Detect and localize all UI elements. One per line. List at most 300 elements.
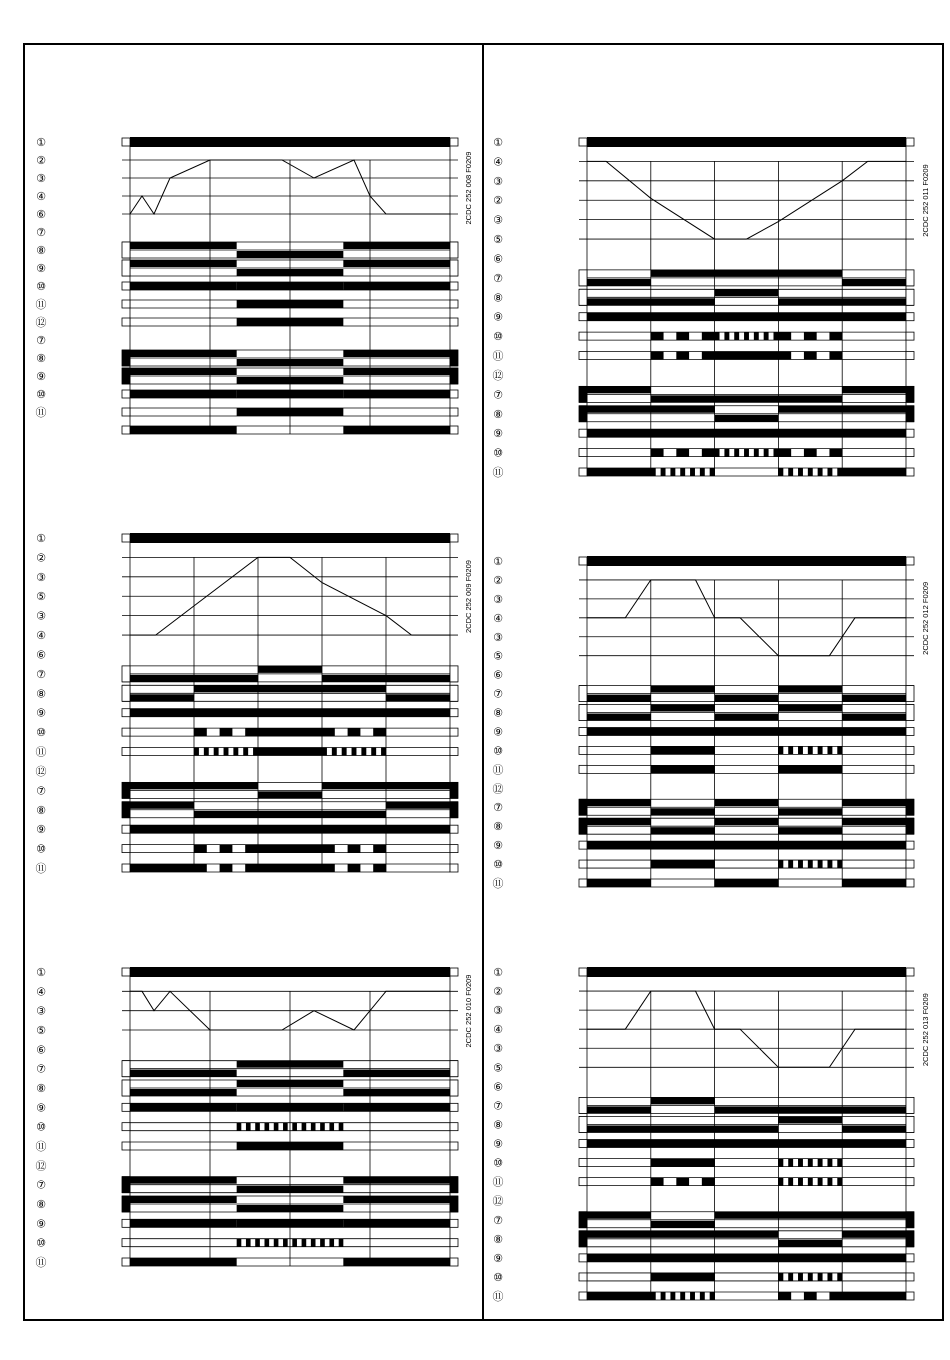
track-end-box [906, 746, 914, 754]
pulse-bar [804, 449, 817, 457]
contact-lower [651, 827, 715, 834]
track-end-box [450, 748, 458, 756]
supply-bar [130, 967, 450, 977]
pulse-bar [702, 332, 715, 340]
pulse-bar [778, 746, 783, 754]
on-bar [778, 313, 842, 321]
on-bar [343, 390, 450, 398]
pulse-bar [734, 449, 739, 457]
row-label: ⑨ [36, 1101, 46, 1115]
row-label: ⑪ [492, 349, 504, 363]
pulse-bar [311, 1239, 316, 1247]
row-label: ⑩ [36, 842, 46, 856]
contact-lower [842, 695, 906, 702]
pulse-bar [734, 332, 739, 340]
row-label: ⑤ [36, 590, 46, 604]
on-bar [587, 727, 651, 735]
contact-upper [715, 818, 779, 825]
row-label: ⑩ [493, 1156, 503, 1170]
track-end-box [122, 782, 130, 798]
pulse-bar [322, 864, 335, 872]
track-end-box [579, 332, 587, 340]
on-bar [651, 1140, 715, 1148]
on-bar [842, 841, 906, 849]
track-end-box [450, 1061, 458, 1077]
contact-upper [237, 1080, 344, 1087]
pulse-bar [700, 468, 705, 476]
track-end-box [579, 1116, 587, 1132]
pulse-bar [818, 1159, 823, 1167]
pulse-bar [245, 728, 258, 736]
track-end-box [579, 289, 587, 305]
contact-upper [842, 406, 906, 413]
track-end-box [122, 825, 130, 833]
track-end-box [122, 1196, 130, 1212]
row-label: ⑦ [493, 388, 503, 402]
track-end-box [450, 1103, 458, 1111]
pulse-bar [194, 845, 207, 853]
row-label: ⑪ [35, 1140, 47, 1153]
pulse-bar [829, 449, 842, 457]
row-label: ⑩ [493, 446, 503, 460]
pulse-bar [245, 845, 258, 853]
pulse-bar [220, 864, 233, 872]
row-label: ⑥ [36, 208, 46, 221]
contact-lower [715, 1125, 779, 1132]
contact-lower [715, 1106, 779, 1113]
on-bar [651, 860, 715, 868]
track-end-box [122, 390, 130, 398]
pulse-bar [246, 1239, 251, 1247]
pulse-bar [361, 748, 366, 756]
pulse-bar [837, 468, 842, 476]
track-end-box [906, 1292, 914, 1300]
contact-upper [130, 260, 237, 267]
pulse-bar [788, 860, 793, 868]
pulse-bar [754, 332, 759, 340]
pulse-bar [837, 1273, 842, 1281]
track-end-box [906, 270, 914, 286]
row-label: ③ [493, 1042, 503, 1056]
track-end-box [906, 1140, 914, 1148]
contact-upper [587, 1231, 651, 1238]
row-label: ⑨ [36, 706, 46, 720]
pulse-bar [818, 746, 823, 754]
row-label: ④ [36, 190, 46, 203]
contact-upper [587, 1212, 651, 1219]
on-bar [237, 408, 344, 416]
contact-lower [842, 1106, 906, 1113]
pulse-bar [339, 1123, 344, 1131]
track-end-box [579, 138, 587, 146]
pulse-bar [352, 748, 357, 756]
row-label: ③ [36, 1004, 46, 1018]
contact-lower [715, 695, 779, 702]
pulse-bar [724, 332, 729, 340]
supply-bar [130, 137, 450, 147]
contact-lower [130, 694, 194, 701]
pulse-bar [676, 332, 689, 340]
figure-code: 2CDC 252 009 F0209 [464, 560, 473, 634]
track-end-box [579, 352, 587, 360]
row-label: ⑪ [492, 466, 504, 479]
contact-upper [651, 406, 715, 413]
track-end-box [906, 860, 914, 868]
row-label: ⑦ [36, 784, 46, 798]
on-bar [651, 727, 715, 735]
track-end-box [579, 799, 587, 815]
track-end-box [450, 782, 458, 798]
pulse-bar [322, 748, 327, 756]
pulse-bar [818, 468, 823, 476]
timing-diagram-2 [36, 532, 474, 875]
pulse-bar [373, 728, 386, 736]
contact-lower [587, 714, 651, 721]
pulse-bar [804, 352, 817, 360]
track-end-box [579, 705, 587, 721]
row-label: ② [493, 573, 503, 587]
row-label: ⑪ [35, 862, 47, 875]
track-end-box [906, 1231, 914, 1247]
track-end-box [579, 1273, 587, 1281]
track-end-box [122, 138, 130, 146]
on-bar [343, 1103, 450, 1111]
track-end-box [906, 818, 914, 834]
contact-upper [587, 799, 651, 806]
track-end-box [579, 860, 587, 868]
on-bar [778, 841, 842, 849]
pulse-bar [710, 468, 715, 476]
pulse-bar [194, 864, 207, 872]
pulse-bar [661, 1292, 666, 1300]
contact-lower [587, 1125, 651, 1132]
pulse-bar [690, 468, 695, 476]
pulse-bar [373, 845, 386, 853]
track-end-box [450, 260, 458, 276]
pulse-bar [798, 1159, 803, 1167]
track-end-box [906, 429, 914, 437]
row-label: ⑨ [36, 823, 46, 837]
track-end-box [906, 799, 914, 815]
on-bar [651, 1254, 715, 1262]
track-end-box [906, 468, 914, 476]
row-label: ⑩ [36, 1120, 46, 1134]
on-bar [258, 825, 322, 833]
pulse-bar [827, 1159, 832, 1167]
row-label: ⑨ [493, 725, 503, 739]
contact-upper [343, 1196, 450, 1203]
pulse-bar [651, 468, 656, 476]
contact-upper [715, 289, 779, 296]
row-label: ⑫ [492, 368, 504, 382]
row-label: ⑦ [36, 667, 46, 681]
pulse-bar [651, 449, 664, 457]
contact-lower [386, 675, 450, 682]
contact-lower [237, 1186, 344, 1193]
pulse-bar [837, 1159, 842, 1167]
pulse-bar [214, 748, 219, 756]
contact-upper [587, 406, 651, 413]
contact-upper [386, 782, 450, 789]
timing-diagram-3 [36, 966, 474, 1269]
contact-lower [842, 1125, 906, 1132]
contact-lower [651, 395, 715, 402]
pulse-bar [702, 352, 715, 360]
pulse-bar [778, 332, 791, 340]
on-bar [343, 1258, 450, 1266]
pulse-bar [255, 1239, 260, 1247]
on-bar [130, 426, 237, 434]
pulse-bar [237, 1123, 242, 1131]
on-bar [651, 1159, 715, 1167]
contact-lower [130, 1089, 237, 1096]
contact-lower [715, 395, 779, 402]
row-label: ③ [493, 213, 503, 227]
pulse-bar [778, 352, 791, 360]
row-label: ④ [493, 155, 503, 169]
track-end-box [122, 1142, 130, 1150]
track-end-box [450, 300, 458, 308]
track-end-box [906, 765, 914, 773]
track-end-box [579, 765, 587, 773]
track-end-box [122, 864, 130, 872]
contact-upper [778, 406, 842, 413]
pulse-bar [778, 860, 783, 868]
on-bar [237, 318, 344, 326]
pulse-bar [837, 860, 842, 868]
supply-bar [587, 137, 906, 147]
pulse-bar [798, 1273, 803, 1281]
contact-lower [778, 1106, 842, 1113]
contact-lower [651, 298, 715, 305]
on-bar [322, 825, 386, 833]
contact-upper [651, 705, 715, 712]
pulse-bar [329, 1239, 334, 1247]
pulse-bar [778, 1178, 783, 1186]
pulse-bar [651, 352, 664, 360]
row-label: ⑧ [493, 706, 503, 720]
row-label: ③ [493, 592, 503, 606]
row-label: ① [36, 532, 46, 545]
pulse-bar [676, 352, 689, 360]
contact-lower [194, 811, 258, 818]
contact-lower [343, 1089, 450, 1096]
row-label: ⑨ [36, 1217, 46, 1231]
row-label: ⑨ [36, 262, 46, 275]
track-end-box [906, 313, 914, 321]
contact-upper [258, 666, 322, 673]
row-label: ⑩ [36, 726, 46, 740]
on-bar [842, 727, 906, 735]
row-label: ⑦ [493, 271, 503, 285]
pulse-bar [329, 1123, 334, 1131]
contact-upper [651, 686, 715, 693]
on-bar [842, 429, 906, 437]
on-bar [258, 709, 322, 717]
row-label: ⑧ [36, 244, 46, 257]
row-label: ⑨ [493, 1137, 503, 1151]
pulse-bar [788, 468, 793, 476]
on-bar [258, 748, 322, 756]
track-end-box [122, 666, 130, 682]
pulse-bar [804, 1292, 817, 1300]
contact-lower [237, 269, 344, 276]
row-label: ② [36, 551, 46, 565]
track-end-box [122, 1103, 130, 1111]
on-bar [587, 313, 651, 321]
contact-lower [587, 695, 651, 702]
track-end-box [450, 1142, 458, 1150]
pulse-bar [342, 748, 347, 756]
track-end-box [450, 825, 458, 833]
row-label: ⑧ [493, 1118, 503, 1132]
track-end-box [906, 841, 914, 849]
track-end-box [579, 879, 587, 887]
contact-lower [130, 1070, 237, 1077]
track-end-box [450, 138, 458, 146]
track-end-box [906, 352, 914, 360]
pulse-bar [778, 1292, 791, 1300]
track-end-box [906, 1212, 914, 1228]
pulse-bar [702, 1178, 715, 1186]
track-end-box [450, 685, 458, 701]
pulse-bar [818, 1273, 823, 1281]
track-end-box [122, 1239, 130, 1247]
track-end-box [122, 426, 130, 434]
pulse-bar [680, 1292, 685, 1300]
row-label: ⑨ [493, 427, 503, 441]
pulse-bar [829, 332, 842, 340]
contact-upper [237, 1061, 344, 1068]
contact-upper [130, 368, 237, 375]
contact-upper [842, 1212, 906, 1219]
on-bar [842, 1254, 906, 1262]
pulse-bar [204, 748, 209, 756]
on-bar [842, 313, 906, 321]
pulse-bar [788, 1159, 793, 1167]
contact-upper [651, 1231, 715, 1238]
row-label: ⑩ [493, 1270, 503, 1284]
row-label: ④ [493, 1023, 503, 1037]
figure-code: 2CDC 252 008 F0209 [464, 151, 473, 225]
contact-upper [842, 386, 906, 393]
contact-upper [130, 350, 237, 357]
on-bar [258, 845, 322, 853]
track-end-box [450, 242, 458, 258]
on-bar [258, 864, 322, 872]
row-label: ⑪ [35, 406, 47, 419]
contact-lower [322, 811, 386, 818]
on-bar [237, 300, 344, 308]
pulse-bar [827, 1273, 832, 1281]
pulse-bar [373, 864, 386, 872]
track-end-box [906, 686, 914, 702]
pulse-bar [237, 1239, 242, 1247]
figure-code: 2CDC 252 010 F0209 [464, 974, 473, 1048]
pulse-bar [332, 748, 337, 756]
contact-lower [258, 791, 322, 798]
pulse-bar [220, 728, 233, 736]
contact-upper [778, 705, 842, 712]
row-label: ③ [493, 1004, 503, 1018]
pulse-bar [808, 1178, 813, 1186]
track-end-box [906, 1097, 914, 1113]
contact-lower [715, 415, 779, 422]
track-end-box [450, 1177, 458, 1193]
pulse-bar [808, 1159, 813, 1167]
track-end-box [579, 406, 587, 422]
contact-lower [587, 279, 651, 286]
track-end-box [450, 408, 458, 416]
track-end-box [906, 1254, 914, 1262]
pulse-bar [292, 1239, 297, 1247]
row-label: ⑫ [35, 764, 47, 778]
row-label: ⑪ [492, 1175, 504, 1189]
track-end-box [450, 968, 458, 976]
on-bar [715, 1140, 779, 1148]
on-bar [194, 825, 258, 833]
row-label: ① [493, 966, 503, 979]
row-label: ⑦ [493, 1213, 503, 1227]
on-bar [130, 864, 194, 872]
track-end-box [906, 406, 914, 422]
pulse-bar [220, 845, 233, 853]
row-label: ⑦ [36, 1062, 46, 1076]
contact-lower [778, 808, 842, 815]
track-end-box [122, 350, 130, 366]
pulse-bar [274, 1239, 279, 1247]
pulse-bar [788, 1178, 793, 1186]
pulse-bar [322, 728, 335, 736]
pulse-bar [283, 1239, 288, 1247]
row-label: ③ [36, 172, 46, 185]
pulse-bar [827, 1178, 832, 1186]
pulse-bar [320, 1123, 325, 1131]
track-end-box [122, 368, 130, 384]
pulse-bar [676, 449, 689, 457]
track-end-box [906, 1178, 914, 1186]
pulse-bar [680, 468, 685, 476]
pulse-bar [690, 1292, 695, 1300]
contact-lower [343, 1070, 450, 1077]
row-label: ⑦ [493, 801, 503, 815]
track-end-box [906, 727, 914, 735]
on-bar [343, 426, 450, 434]
contact-lower [651, 808, 715, 815]
track-end-box [122, 242, 130, 258]
pulse-bar [670, 468, 675, 476]
pulse-bar [724, 449, 729, 457]
row-label: ⑥ [36, 648, 46, 662]
track-end-box [906, 1116, 914, 1132]
contact-lower [386, 694, 450, 701]
track-end-box [122, 1258, 130, 1266]
row-label: ⑤ [493, 233, 503, 247]
pulse-bar [715, 449, 720, 457]
on-bar [651, 1273, 715, 1281]
track-end-box [579, 429, 587, 437]
pulse-bar [827, 746, 832, 754]
track-end-box [122, 1061, 130, 1077]
pulse-bar [302, 1239, 307, 1247]
pulse-bar [320, 1239, 325, 1247]
pulse-bar [808, 468, 813, 476]
pulse-bar [827, 860, 832, 868]
pulse-bar [348, 728, 361, 736]
contact-upper [130, 782, 194, 789]
on-bar [778, 727, 842, 735]
pulse-bar [670, 1292, 675, 1300]
